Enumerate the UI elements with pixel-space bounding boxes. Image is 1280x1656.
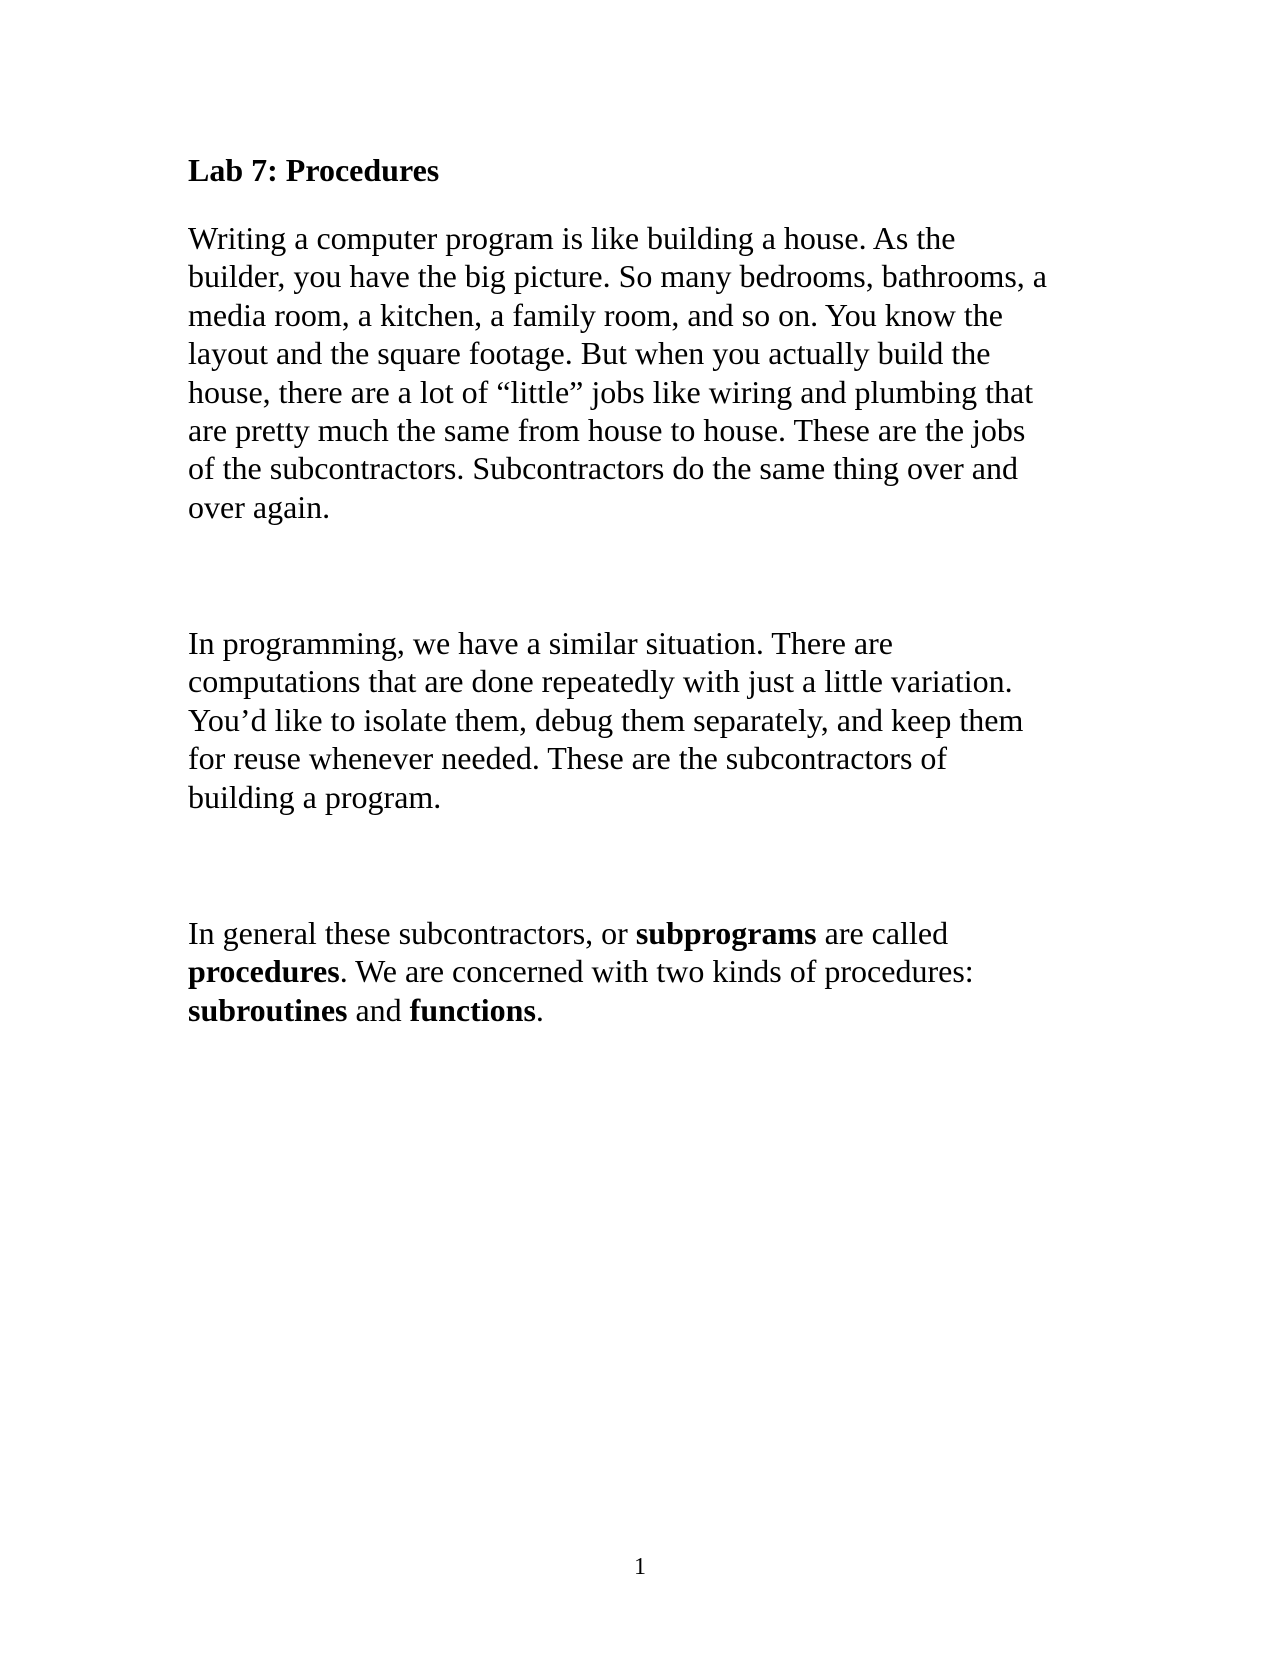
text-line: house, there are a lot of “little” jobs like wiring and plumbing that bbox=[188, 373, 1034, 410]
text-line bbox=[188, 991, 1118, 1029]
text-segment: . We are concerned with two kinds of procedures: bbox=[339, 953, 974, 990]
text-line: are pretty much the same from house to house. These are the jobs bbox=[188, 412, 1026, 449]
text-line: for reuse whenever needed. These are the subcontractors of bbox=[188, 740, 948, 777]
text-line bbox=[188, 952, 1118, 990]
term-subprograms: subprograms bbox=[635, 915, 817, 951]
term-functions: functions bbox=[409, 991, 536, 1028]
text-line: building a program. bbox=[188, 778, 442, 815]
text-line: of the subcontractors. Subcontractors do the same thing over and bbox=[188, 450, 1018, 487]
text-line: computations that are done repeatedly with just a little variation. bbox=[188, 663, 1013, 700]
text-line: over again. bbox=[188, 488, 331, 525]
paragraph-house-analogy bbox=[188, 219, 1118, 526]
page-title: Lab 7: Procedures bbox=[188, 152, 440, 188]
term-procedures: procedures bbox=[188, 953, 340, 990]
text-line: builder, you have the big picture. So many bedrooms, bathrooms, a bbox=[188, 258, 1047, 295]
paragraph-procedures-definition bbox=[188, 914, 1118, 1029]
text-segment: In general these subcontractors, or bbox=[188, 915, 636, 951]
text-line: Writing a computer program is like building a house. As the bbox=[188, 220, 956, 256]
text-line: media room, a kitchen, a family room, and so on. You know the bbox=[188, 296, 1003, 333]
text-segment: . bbox=[535, 991, 544, 1028]
page-number: 1 bbox=[634, 1554, 646, 1580]
term-subroutines: subroutines bbox=[188, 991, 348, 1028]
text-line: You’d like to isolate them, debug them separately, and keep them bbox=[188, 701, 1024, 738]
text-line: In programming, we have a similar situation. There are bbox=[188, 625, 893, 661]
text-line: layout and the square footage. But when you actually build the bbox=[188, 335, 991, 372]
paragraph-programming-analogy bbox=[188, 624, 1118, 816]
text-segment: are called bbox=[816, 915, 949, 951]
text-segment: and bbox=[347, 991, 410, 1028]
text-line bbox=[188, 914, 1118, 952]
